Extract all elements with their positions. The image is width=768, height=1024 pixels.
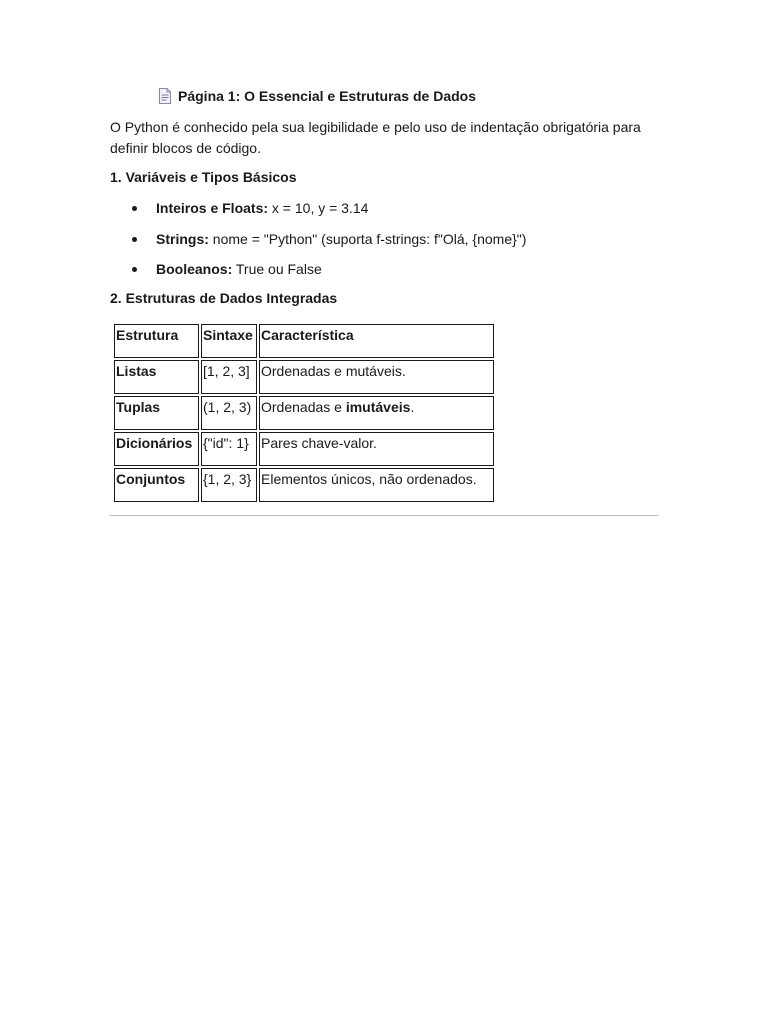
section-heading-variables: 1. Variáveis e Tipos Básicos (110, 169, 297, 185)
intro-paragraph: O Python é conhecido pela sua legibilidade e pelo uso de indentação obrigatória para definir blocos de código. (110, 119, 641, 156)
table-cell-estrutura: Listas (114, 360, 199, 394)
cell-text-end: . (410, 399, 415, 415)
table-row (114, 468, 494, 502)
table-cell-sintaxe: {1, 2, 3} (201, 468, 257, 502)
table-header-cell: Característica (259, 324, 494, 358)
table-header-row (114, 324, 494, 358)
table-cell-caracteristica (259, 432, 494, 466)
list-item-text: x = 10, y = 3.14 (268, 200, 369, 216)
horizontal-divider (110, 515, 658, 516)
cell-text: Ordenadas e (261, 399, 346, 415)
list-item (110, 199, 658, 230)
table-row (114, 432, 494, 466)
section-heading-structures: 2. Estruturas de Dados Integradas (110, 290, 338, 306)
cell-text: Elementos únicos, não ordenados. (261, 471, 477, 487)
bullet-icon (132, 267, 137, 272)
types-list (110, 199, 658, 291)
data-structures-table (112, 322, 496, 504)
table-cell-estrutura: Tuplas (114, 396, 199, 430)
bullet-icon (132, 206, 137, 211)
table-cell-sintaxe: (1, 2, 3) (201, 396, 257, 430)
cell-text: Ordenadas e mutáveis. (261, 363, 406, 379)
list-item (110, 230, 658, 261)
list-item-text: nome = "Python" (suporta f-strings: f"Olá, {nome}") (208, 230, 527, 247)
table-cell-sintaxe: {"id": 1} (201, 432, 257, 466)
list-item-label: Inteiros e Floats: (156, 200, 269, 216)
list-item-label: Strings: (156, 230, 209, 247)
page-title-text: Página 1: O Essencial e Estruturas de Dados (178, 88, 476, 104)
list-item (110, 260, 658, 291)
table-header-cell: Estrutura (114, 324, 199, 358)
table-cell-estrutura: Conjuntos (114, 468, 199, 502)
table-cell-sintaxe: [1, 2, 3] (201, 360, 257, 394)
bullet-icon (132, 237, 137, 242)
table-row (114, 396, 494, 430)
table-header-cell: Sintaxe (201, 324, 257, 358)
page-title (158, 88, 476, 104)
list-item-label: Booleanos: (156, 261, 233, 277)
cell-text-bold: imutáveis (345, 399, 411, 415)
list-item-text: True ou False (232, 261, 322, 277)
cell-text: Pares chave-valor. (261, 435, 377, 451)
table-cell-estrutura: Dicionários (114, 432, 199, 466)
document-icon (158, 88, 172, 104)
table-cell-caracteristica (259, 360, 494, 394)
table-cell-caracteristica (259, 396, 494, 430)
table-row (114, 360, 494, 394)
table-cell-caracteristica (259, 468, 494, 502)
